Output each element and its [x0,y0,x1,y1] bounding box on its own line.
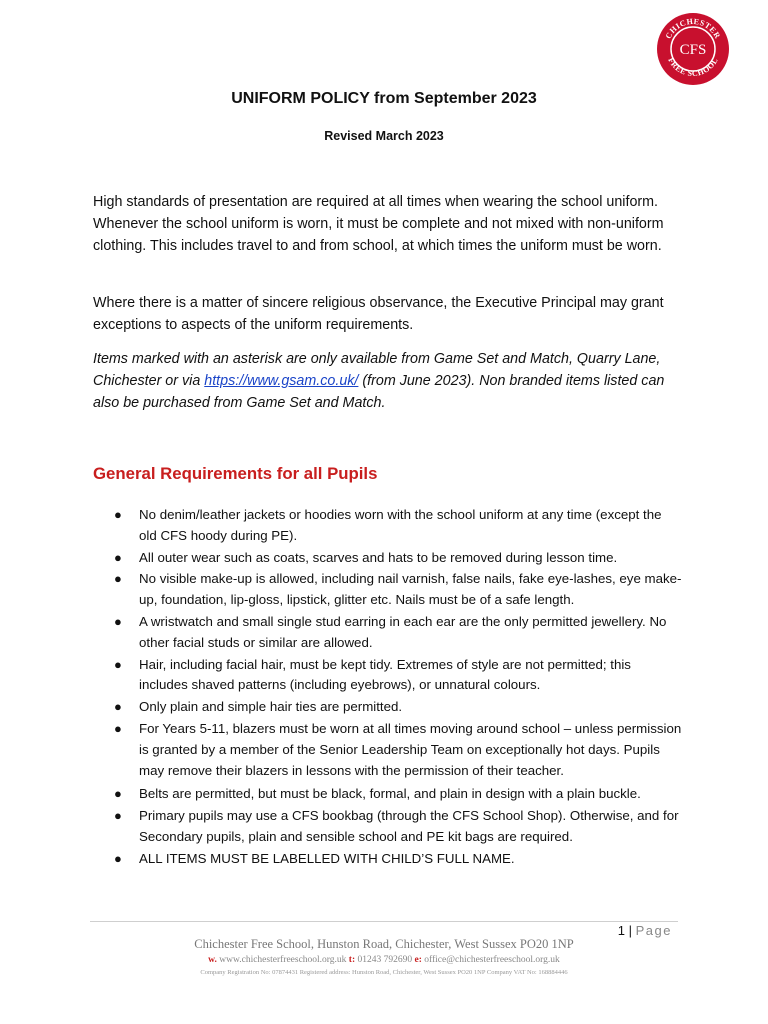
footer-contacts [0,955,768,965]
bullet-icon: ● [114,786,122,802]
tel-label: t: [348,955,356,965]
list-item [112,655,682,697]
list-item-text: Hair, including facial hair, must be kept tidy. Extremes of style are not permitted; this includes shaved patterns (including eyebrows), or unnatural colours. [139,656,631,693]
intro-paragraph-3 [93,348,678,414]
intro-paragraph-1: High standards of presentation are required at all times when wearing the school uniform. Whenever the school uniform is worn, it must be complete and not mixed with non-uniform clothing. This includes travel to and from school, at which times the uniform must be worn. [93,194,664,254]
gsam-link[interactable]: https://www.gsam.co.uk/ [204,373,359,389]
footer-telephone: 01243 792690 [357,955,413,965]
page-separator: | [625,923,636,938]
cfs-seal-icon [656,12,730,86]
footer-address: Chichester Free School, Hunston Road, Chichester, West Sussex PO20 1NP [194,937,574,951]
page-number [618,923,672,938]
list-item [112,569,682,611]
list-item-text: For Years 5-11, blazers must be worn at all times moving around school – unless permission is granted by a member of the Senior Leadership Team on exceptionally hot days. Pupils may remove their blazers in lessons with the permission of their teacher. [139,720,682,778]
email-label: e: [414,955,422,965]
list-item [112,548,682,569]
requirements-list [112,505,682,870]
bullet-icon: ● [114,656,122,672]
page-number-value: 1 [617,923,626,938]
footer-divider [90,921,678,922]
logo-bottom-text: FREE SCHOOL [666,56,720,79]
logo-center-text: CFS [679,42,707,58]
list-item-text: No denim/leather jackets or hoodies worn with the school uniform at any time (except the old CFS hoody during PE). [139,507,662,543]
section-heading: General Requirements for all Pupils [93,464,378,483]
page-title: UNIFORM POLICY from September 2023 [231,90,537,107]
intro-p3-text-before: Items marked with an asterisk are only available from Game Set and Match, Quarry Lane, Chichester or via [93,351,661,389]
list-item-text: Belts are permitted, but must be black, formal, and plain in design with a plain buckle. [139,786,641,802]
list-item-text: Only plain and simple hair ties are permitted. [139,699,403,715]
list-item-text: No visible make-up is allowed, including nail varnish, false nails, fake eye-lashes, eye make-up, foundation, lip-gloss, lipstick, glitter etc. Nails must be of a safe length. [139,571,682,608]
list-item [112,806,682,848]
list-item [112,505,682,547]
school-logo [656,12,730,86]
list-item [112,719,682,781]
logo-top-text: CHICHESTER [663,16,723,41]
bullet-icon: ● [114,699,122,715]
footer-registration: Company Registration No: 07874431 Registered address: Hunston Road, Chichester, West Sussex PO20 1NP Company VAT No: 168884446 [200,969,568,976]
list-item [112,697,682,718]
page-label: Page [635,923,672,938]
bullet-icon: ● [114,850,122,866]
bullet-icon: ● [114,613,122,629]
intro-paragraph-2: Where there is a matter of sincere religious observance, the Executive Principal may grant exceptions to aspects of the uniform requirements. [93,295,664,333]
list-item [112,849,682,870]
page-subtitle: Revised March 2023 [324,129,444,143]
bullet-icon: ● [114,720,122,736]
bullet-icon: ● [114,571,122,587]
bullet-icon: ● [114,507,122,522]
bullet-icon: ● [114,549,122,565]
list-item-text: All outer wear such as coats, scarves and hats to be removed during lesson time. [139,549,618,565]
footer-email[interactable]: office@chichesterfreeschool.org.uk [424,955,560,965]
list-item-text: Primary pupils may use a CFS bookbag (through the CFS School Shop). Otherwise, and for Secondary pupils, plain and sensible school and PE kit bags are required. [139,808,679,844]
list-item-text: ALL ITEMS MUST BE LABELLED WITH CHILD’S FULL NAME. [139,850,515,866]
list-item-text: A wristwatch and small single stud earring in each ear are the only permitted jewellery. No other facial studs or similar are allowed. [139,613,667,650]
footer-website[interactable]: www.chichesterfreeschool.org.uk [219,955,347,965]
intro-p3-text-after: (from June 2023). Non branded items listed can also be purchased from Game Set and Match. [93,373,665,411]
list-item [112,612,682,654]
list-item [112,784,682,805]
web-label: w. [208,955,217,965]
bullet-icon: ● [114,808,122,824]
